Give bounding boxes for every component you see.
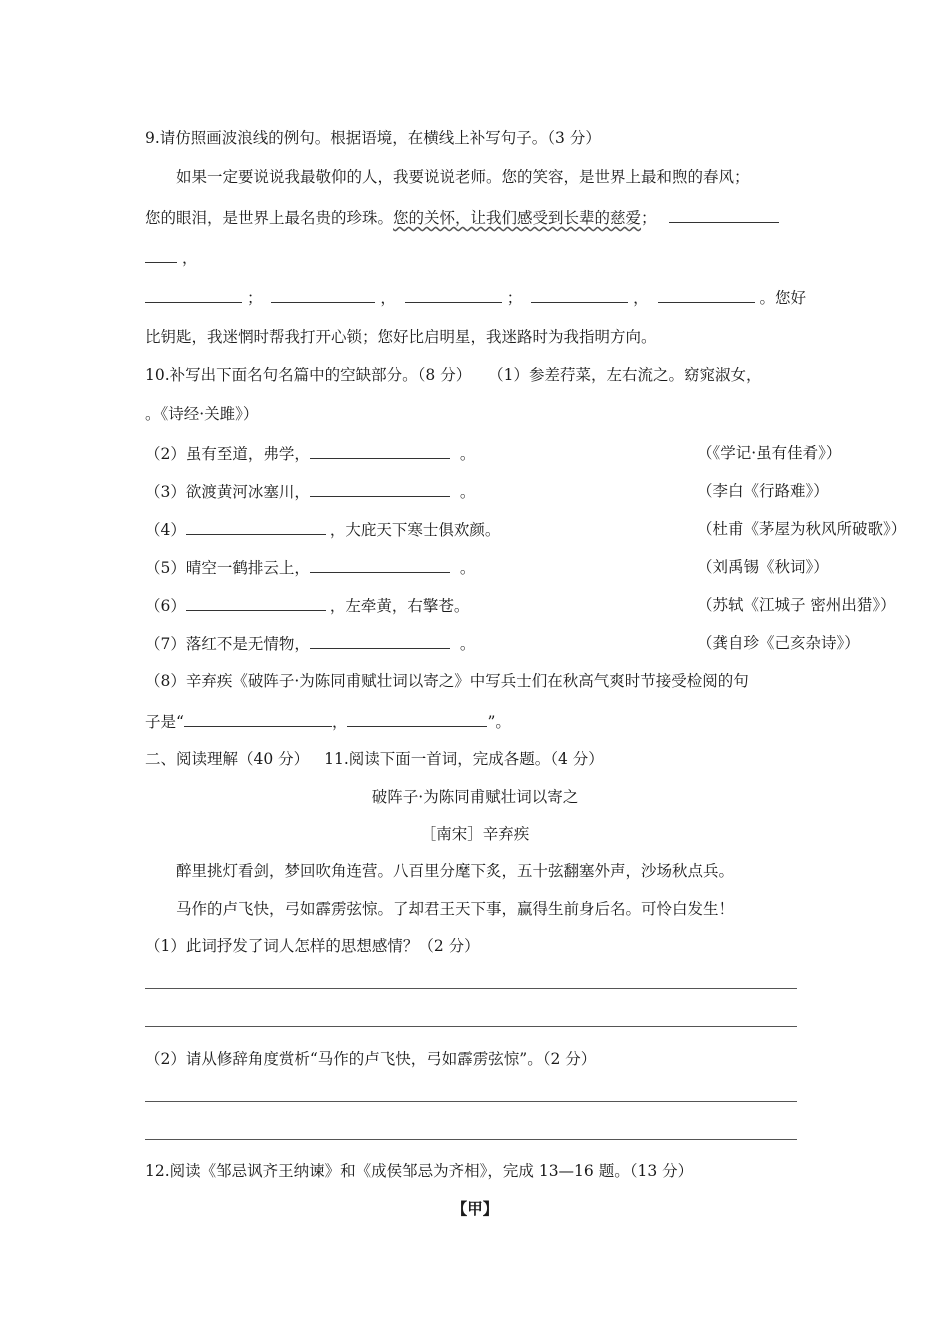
section-jia-heading: 【甲】 xyxy=(451,1199,499,1218)
q10-item-7-post: 。 xyxy=(459,635,476,653)
q9-paragraph-line-2 xyxy=(145,207,779,228)
q10-item-5 xyxy=(145,557,845,578)
q10-item-8-blanks xyxy=(145,711,511,732)
q10-item-4-pre: （4） xyxy=(145,521,186,539)
q9-comma: ， xyxy=(181,249,198,267)
poem-line-1: 醉里挑灯看剑，梦回吹角连营。八百里分麾下炙，五十弦翻塞外声，沙场秋点兵。 xyxy=(176,862,735,880)
q10-item-8-blank-1[interactable] xyxy=(184,711,332,727)
q10-item-2-blank[interactable] xyxy=(310,443,450,459)
q10-item-6 xyxy=(145,595,896,616)
q12-title: 12.阅读《邹忌讽齐王纳谏》和《成侯邹忌为齐相》，完成 13—16 题。（13 分） xyxy=(145,1162,694,1180)
q10-item-2-post: 。 xyxy=(459,445,476,463)
q9-paragraph-line-4 xyxy=(145,287,806,308)
answer-line[interactable] xyxy=(145,1026,797,1027)
poem-line-2: 马作的卢飞快，弓如霹雳弦惊。了却君王天下事，赢得生前身后名。可怜白发生！ xyxy=(176,900,735,918)
q9-sep-c: ； xyxy=(506,289,523,307)
q10-item-6-post: ，左牵黄，右擎苍。 xyxy=(329,597,470,615)
section2-heading-line xyxy=(145,749,604,769)
q10-item-8: （8）辛弃疾《破阵子·为陈同甫赋壮词以寄之》中写兵士们在秋高气爽时节接受检阅的句 xyxy=(145,672,749,690)
q9-paragraph-line-3 xyxy=(145,247,197,268)
q9-blank-3[interactable] xyxy=(271,287,375,303)
q9-text: 您的眼泪，是世界上最名贵的珍珠。 xyxy=(145,209,394,227)
q10-item-6-blank[interactable] xyxy=(186,595,326,611)
q10-item-2 xyxy=(145,443,845,464)
q10-item-3-blank[interactable] xyxy=(310,481,450,497)
q9-example-sentence: 您的关怀，让我们感受到长辈的慈爱 xyxy=(393,209,642,227)
answer-line[interactable] xyxy=(145,1139,797,1140)
q9-separator: ； xyxy=(641,209,657,227)
q10-item-7 xyxy=(145,633,860,654)
q10-item-3-source: （李白《行路难》） xyxy=(697,482,829,500)
q10-item-4-blank[interactable] xyxy=(186,519,326,535)
q10-title: 10.补写出下面名句名篇中的空缺部分。（8 分） xyxy=(145,366,472,384)
section2-heading: 二、阅读理解（40 分） xyxy=(145,750,310,768)
q10-item-8-end: ”。 xyxy=(487,713,511,731)
q9-blank-4[interactable] xyxy=(405,287,502,303)
q10-item-4-post: ，大庇天下寒士俱欢颜。 xyxy=(329,521,501,539)
q10-item-5-pre: （5）晴空一鹤排云上， xyxy=(145,559,310,577)
q10-item-5-source: （刘禹锡《秋词》） xyxy=(697,558,829,576)
answer-line[interactable] xyxy=(145,988,797,989)
q10-item-3-post: 。 xyxy=(459,483,476,501)
q9-sep-d: ， xyxy=(633,289,649,307)
q11-sub-2: （2）请从修辞角度赏析“马作的卢飞快，弓如霹雳弦惊”。（2 分） xyxy=(145,1050,597,1068)
q10-item-1: （1）参差荇菜，左右流之。窈窕淑女， xyxy=(488,366,762,384)
q10-item-8-mid: ， xyxy=(331,713,348,731)
q9-blank-2[interactable] xyxy=(145,287,242,303)
q9-blank-1a[interactable] xyxy=(669,207,779,223)
q10-item-5-post: 。 xyxy=(459,559,476,577)
q10-item-4 xyxy=(145,519,907,540)
q10-item-7-pre: （7）落红不是无情物， xyxy=(145,635,310,653)
q11-title: 11.阅读下面一首词，完成各题。（4 分） xyxy=(324,750,604,768)
q10-item-8-pre: 子是“ xyxy=(145,713,184,731)
q10-item-1-end: 。《诗经·关雎》） xyxy=(145,405,259,423)
q9-blank-5[interactable] xyxy=(531,287,628,303)
q10-item-2-source: （《学记·虽有佳肴》） xyxy=(697,444,842,462)
q9-sep-b: ， xyxy=(380,289,396,307)
q10-title-line xyxy=(145,365,762,385)
q10-item-7-blank[interactable] xyxy=(310,633,450,649)
q10-item-5-blank[interactable] xyxy=(310,557,450,573)
answer-line[interactable] xyxy=(145,1101,797,1102)
q9-end: 。您好 xyxy=(759,289,807,307)
q10-item-3 xyxy=(145,481,845,502)
q10-item-6-source: （苏轼《江城子 密州出猎》） xyxy=(697,596,896,614)
q10-item-6-pre: （6） xyxy=(145,597,186,615)
poem-title: 破阵子·为陈同甫赋壮词以寄之 xyxy=(371,788,579,806)
q9-blank-1b[interactable] xyxy=(145,247,177,263)
q10-item-7-source: （龚自珍《己亥杂诗》） xyxy=(697,634,860,652)
poem-author: ［南宋］辛弃疾 xyxy=(420,825,530,843)
q11-sub-1: （1）此词抒发了词人怎样的思想感情？（2 分） xyxy=(145,937,480,955)
q9-sep-a: ； xyxy=(246,289,263,307)
q9-paragraph-line-5: 比钥匙，我迷惘时帮我打开心锁；您好比启明星，我迷路时为我指明方向。 xyxy=(145,328,657,346)
q10-item-4-source: （杜甫《茅屋为秋风所破歌》） xyxy=(697,520,907,538)
q10-item-2-pre: （2）虽有至道，弗学， xyxy=(145,445,310,463)
q10-item-3-pre: （3）欲渡黄河冰塞川， xyxy=(145,483,310,501)
q9-paragraph-line-1: 如果一定要说说我最敬仰的人，我要说说老师。您的笑容，是世界上最和煦的春风； xyxy=(176,168,750,186)
q10-item-8-blank-2[interactable] xyxy=(347,711,487,727)
q9-blank-6[interactable] xyxy=(658,287,755,303)
q9-title: 9.请仿照画波浪线的例句。根据语境，在横线上补写句子。（3 分） xyxy=(145,129,601,147)
